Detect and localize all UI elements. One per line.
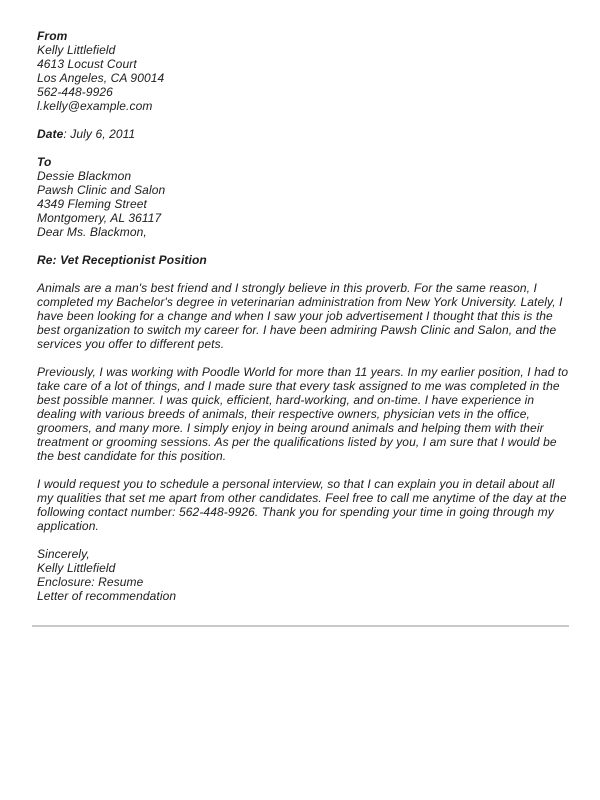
to-label: To	[37, 155, 52, 169]
closing-block	[37, 547, 574, 603]
enclosure-line-2: Letter of recommendation	[37, 589, 177, 603]
body-paragraph-1: Animals are a man's best friend and I strongly believe in this proverb. For the same reason, I completed my Bachelor's degree in veterinarian administration from New York University. Lately, I have been looking for a change and when I saw your job advertisement I thought that this is the best organization to switch my career for. I have been admiring Pawsh Clinic and Salon, and the services you offer to different pets.	[37, 281, 563, 351]
sender-city: Los Angeles, CA 90014	[37, 71, 165, 85]
sender-street: 4613 Locust Court	[37, 57, 137, 71]
date-line	[37, 127, 574, 141]
recipient-name: Dessie Blackmon	[37, 169, 132, 183]
sender-block	[37, 29, 574, 113]
recipient-city: Montgomery, AL 36117	[37, 211, 162, 225]
sender-name: Kelly Littlefield	[37, 43, 116, 57]
signoff: Sincerely,	[37, 547, 90, 561]
sender-phone: 562-448-9926	[37, 85, 113, 99]
recipient-street: 4349 Fleming Street	[37, 197, 147, 211]
from-label: From	[37, 29, 68, 43]
enclosure-line: Enclosure: Resume	[37, 575, 144, 589]
footer-divider	[32, 625, 569, 627]
signature-name: Kelly Littlefield	[37, 561, 116, 575]
recipient-company: Pawsh Clinic and Salon	[37, 183, 166, 197]
date-block	[37, 127, 574, 141]
salutation: Dear Ms. Blackmon,	[37, 225, 147, 239]
date-label: Date	[37, 127, 64, 141]
sender-email: l.kelly@example.com	[37, 99, 153, 113]
date-value: : July 6, 2011	[63, 127, 136, 141]
letter-content	[37, 29, 574, 627]
body-paragraph-3: I would request you to schedule a personal interview, so that I can explain you in detail about all my qualities that set me apart from other candidates. Feel free to call me anytime of the day at the following contact number: 562-448-9926. Thank you for spending your time in going through my application.	[37, 477, 567, 533]
body-paragraph-2: Previously, I was working with Poodle World for more than 11 years. In my earlier position, I had to take care of a lot of things, and I made sure that every task assigned to me was completed in the best possible manner. I was quick, efficient, hard-working, and on-time. I have experience in dealing with various breeds of animals, their respective owners, physician vets in the office, groomers, and many more. I simply enjoy in being around animals and helping them with their treatment or grooming sessions. As per the qualifications listed by you, I am sure that I would be the best candidate for this position.	[37, 365, 569, 463]
subject-line: Re: Vet Receptionist Position	[37, 253, 207, 267]
recipient-block	[37, 155, 574, 239]
subject-block	[37, 253, 574, 267]
